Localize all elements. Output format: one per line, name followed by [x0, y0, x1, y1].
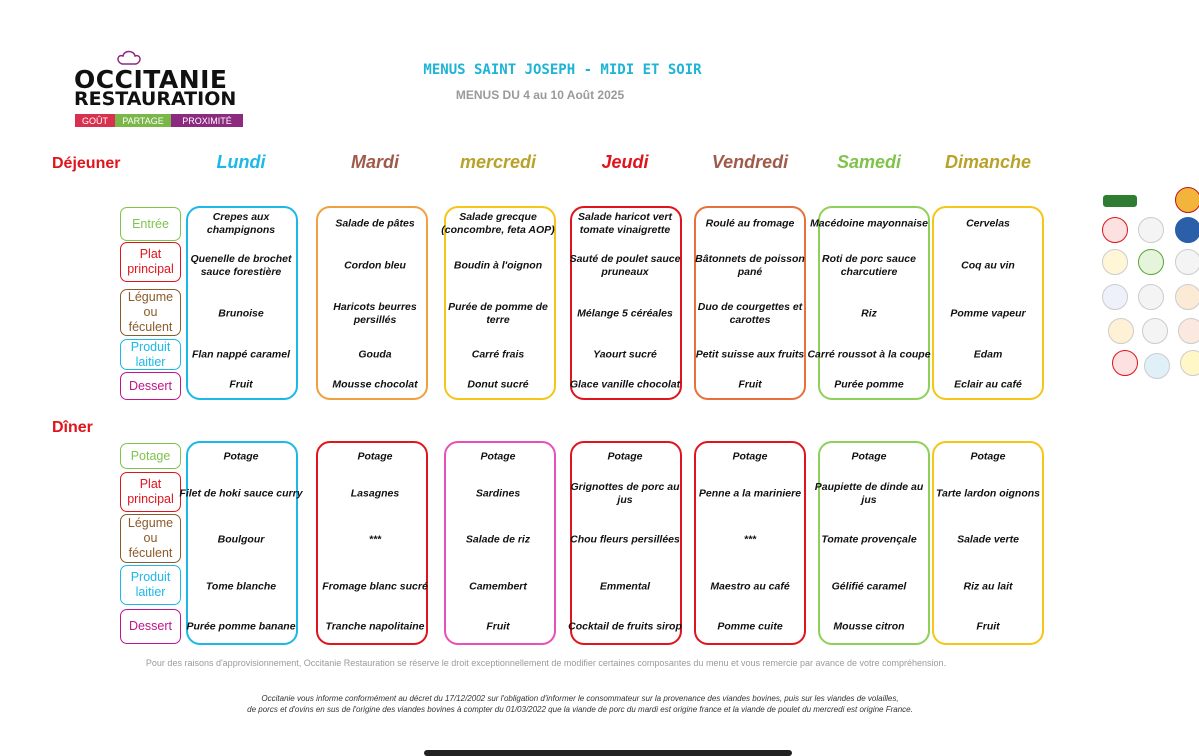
dinner-menu-item: Fruit [486, 620, 510, 633]
lunch-menu-item: Salade grecque (concombre, feta AOP) [441, 211, 555, 236]
lunch-menu-item: Donut sucré [467, 378, 529, 391]
lunch-menu-item: Glace vanille chocolat [569, 378, 681, 391]
day-heading: Samedi [836, 152, 902, 172]
dinner-heading: Dîner [52, 419, 93, 436]
lunch-menu-item: Boudin à l'oignon [453, 259, 543, 272]
lunch-menu-item: Edam [973, 348, 1003, 361]
dinner-menu-item: Cocktail de fruits sirop [568, 620, 682, 633]
label-icon [1142, 318, 1168, 344]
label-icon [1175, 284, 1199, 310]
logo-tag-partage: PARTAGE [115, 114, 171, 127]
lunch-menu-item: Salade haricot vert tomate vinaigrette [578, 211, 672, 236]
lunch-menu-item: Petit suisse aux fruits [695, 348, 805, 361]
dinner-menu-item: Mousse citron [833, 620, 905, 633]
dinner-menu-item: Potage [732, 450, 768, 463]
dinner-menu-item: Lasagnes [350, 487, 400, 500]
lunch-menu-item: Yaourt sucré [593, 348, 657, 361]
lunch-menu-item: Eclair au café [954, 378, 1022, 391]
label-icon [1175, 187, 1199, 213]
lunch-menu-item: Mélange 5 céréales [577, 307, 673, 320]
dinner-menu-item: Sardines [475, 487, 521, 500]
dinner-menu-item: Paupiette de dinde au jus [814, 481, 924, 506]
dinner-menu-item: Purée pomme banane [186, 620, 296, 633]
dinner-category-label: Produit laitier [120, 565, 181, 605]
dinner-menu-item: Chou fleurs persillées [570, 533, 680, 546]
meat-origin-line2: de porcs et d'ovins en sus de l'origine des viandes bovines à compter du 01/03/2022 que la viande de porc du mardi est origine france et la viande de poulet du mercredi est origine France. [247, 705, 913, 714]
label-icon [1102, 284, 1128, 310]
dinner-menu-item: Tomate provençale [821, 533, 917, 546]
dinner-menu-item: Grignottes de porc au jus [570, 481, 680, 506]
label-icon [1144, 353, 1170, 379]
lunch-menu-item: Roti de porc sauce charcutiere [822, 253, 916, 278]
dinner-menu-item: Potage [851, 450, 887, 463]
lunch-menu-item: Haricots beurres persillés [333, 301, 417, 326]
dinner-menu-item: *** [368, 533, 382, 546]
dinner-menu-item: Filet de hoki sauce curry [179, 487, 303, 500]
page-subtitle: MENUS DU 4 au 10 Août 2025 [455, 88, 625, 102]
lunch-category-label: Plat principal [120, 242, 181, 282]
dinner-menu-item: Maestro au café [710, 580, 790, 593]
logo-tag-gout: GOÛT [75, 114, 115, 127]
dinner-menu-item: Potage [357, 450, 393, 463]
label-icon [1175, 217, 1199, 243]
dinner-menu-item: Salade verte [957, 533, 1019, 546]
chef-hat-icon [116, 50, 142, 66]
label-icon [1108, 318, 1134, 344]
dinner-category-label: Plat principal [120, 472, 181, 512]
lunch-category-label: Dessert [120, 372, 181, 400]
label-icon [1138, 284, 1164, 310]
label-icon [1112, 350, 1138, 376]
lunch-menu-item: Mousse chocolat [332, 378, 418, 391]
dinner-menu-item: Fruit [976, 620, 1000, 633]
day-heading: Jeudi [601, 152, 649, 172]
meat-origin-notice [0, 693, 1160, 715]
dinner-menu-item: Salade de riz [465, 533, 531, 546]
logo-tag-proximite: PROXIMITÉ [171, 114, 243, 127]
dinner-category-label: Potage [120, 443, 181, 469]
lunch-menu-item: Brunoise [218, 307, 264, 320]
lunch-menu-item: Coq au vin [961, 259, 1015, 272]
label-icon [1138, 217, 1164, 243]
day-heading: Lundi [216, 152, 266, 172]
label-icon [1178, 318, 1199, 344]
lunch-menu-item: Purée de pomme de terre [448, 301, 548, 326]
dinner-menu-item: Camembert [469, 580, 527, 593]
dinner-menu-item: Potage [223, 450, 259, 463]
meat-origin-line1: Occitanie vous informe conformément au décret du 17/12/2002 sur l'obligation d'informer le consommateur sur la provenance des viandes bovines, puis sur les viandes de volailles, [261, 694, 899, 703]
lunch-menu-item: Macédoine mayonnaise [810, 217, 928, 230]
dinner-menu-item: *** [743, 533, 757, 546]
lunch-menu-item: Carré frais [471, 348, 525, 361]
dinner-category-label: Légume ou féculent [120, 514, 181, 563]
lunch-category-label: Légume ou féculent [120, 289, 181, 336]
label-icon [1175, 249, 1199, 275]
lunch-menu-item: Roulé au fromage [705, 217, 795, 230]
day-heading: Dimanche [944, 152, 1032, 172]
dinner-menu-item: Boulgour [217, 533, 265, 546]
dinner-menu-item: Emmental [599, 580, 651, 593]
label-icon [1138, 249, 1164, 275]
dinner-menu-item: Tome blanche [205, 580, 277, 593]
dinner-menu-item: Riz au lait [963, 580, 1013, 593]
dinner-category-label: Dessert [120, 609, 181, 644]
lunch-menu-item: Cordon bleu [344, 259, 406, 272]
dinner-menu-item: Tranche napolitaine [325, 620, 425, 633]
dinner-menu-item: Pomme cuite [717, 620, 783, 633]
lunch-menu-item: Riz [861, 307, 877, 320]
lunch-menu-item: Purée pomme [834, 378, 904, 391]
page-title: MENUS SAINT JOSEPH - MIDI ET SOIR [423, 62, 702, 78]
day-heading: mercredi [459, 152, 537, 172]
occitanie-logo [74, 50, 249, 130]
dinner-menu-item: Penne a la mariniere [698, 487, 802, 500]
lunch-menu-item: Flan nappé caramel [191, 348, 291, 361]
dinner-menu-item: Potage [970, 450, 1006, 463]
label-icon [1103, 195, 1137, 207]
lunch-heading: Déjeuner [52, 155, 121, 172]
label-icon [1180, 350, 1199, 376]
supply-disclaimer: Pour des raisons d'approvisionnement, Occitanie Restauration se réserve le droit exceptionnellement de modifier certaines composantes du menu et vous remercie par avance de votre compréhension. [145, 658, 947, 668]
lunch-menu-item: Crepes aux champignons [206, 211, 276, 236]
lunch-menu-item: Pomme vapeur [950, 307, 1026, 320]
day-heading: Mardi [350, 152, 399, 172]
label-icon [1102, 249, 1128, 275]
dinner-menu-item: Tarte lardon oignons [935, 487, 1041, 500]
lunch-menu-item: Gouda [358, 348, 392, 361]
lunch-menu-item: Salade de pâtes [335, 217, 415, 230]
dinner-menu-item: Potage [607, 450, 643, 463]
logo-line2: RESTAURATION [74, 88, 237, 110]
lunch-menu-item: Fruit [229, 378, 253, 391]
lunch-menu-item: Sauté de poulet sauce pruneaux [569, 253, 681, 278]
lunch-category-label: Produit laitier [120, 339, 181, 370]
lunch-menu-item: Bâtonnets de poisson pané [695, 253, 805, 278]
lunch-menu-item: Duo de courgettes et carottes [697, 301, 803, 326]
lunch-category-label: Entrée [120, 207, 181, 241]
lunch-menu-item: Quenelle de brochet sauce forestière [190, 253, 292, 278]
dinner-menu-item: Potage [480, 450, 516, 463]
lunch-menu-item: Fruit [738, 378, 762, 391]
lunch-day-column [818, 206, 930, 400]
dinner-menu-item: Fromage blanc sucré [322, 580, 428, 593]
label-icon [1102, 217, 1128, 243]
logo-tagline [75, 114, 243, 127]
dinner-menu-item: Gélifié caramel [831, 580, 907, 593]
lunch-menu-item: Cervelas [966, 217, 1010, 230]
bottom-scrollbar[interactable] [424, 750, 792, 756]
lunch-menu-item: Carré roussot à la coupe [807, 348, 931, 361]
lunch-day-column [932, 206, 1044, 400]
day-heading: Vendredi [711, 152, 789, 172]
logo-line1: OCCITANIE [74, 65, 228, 94]
